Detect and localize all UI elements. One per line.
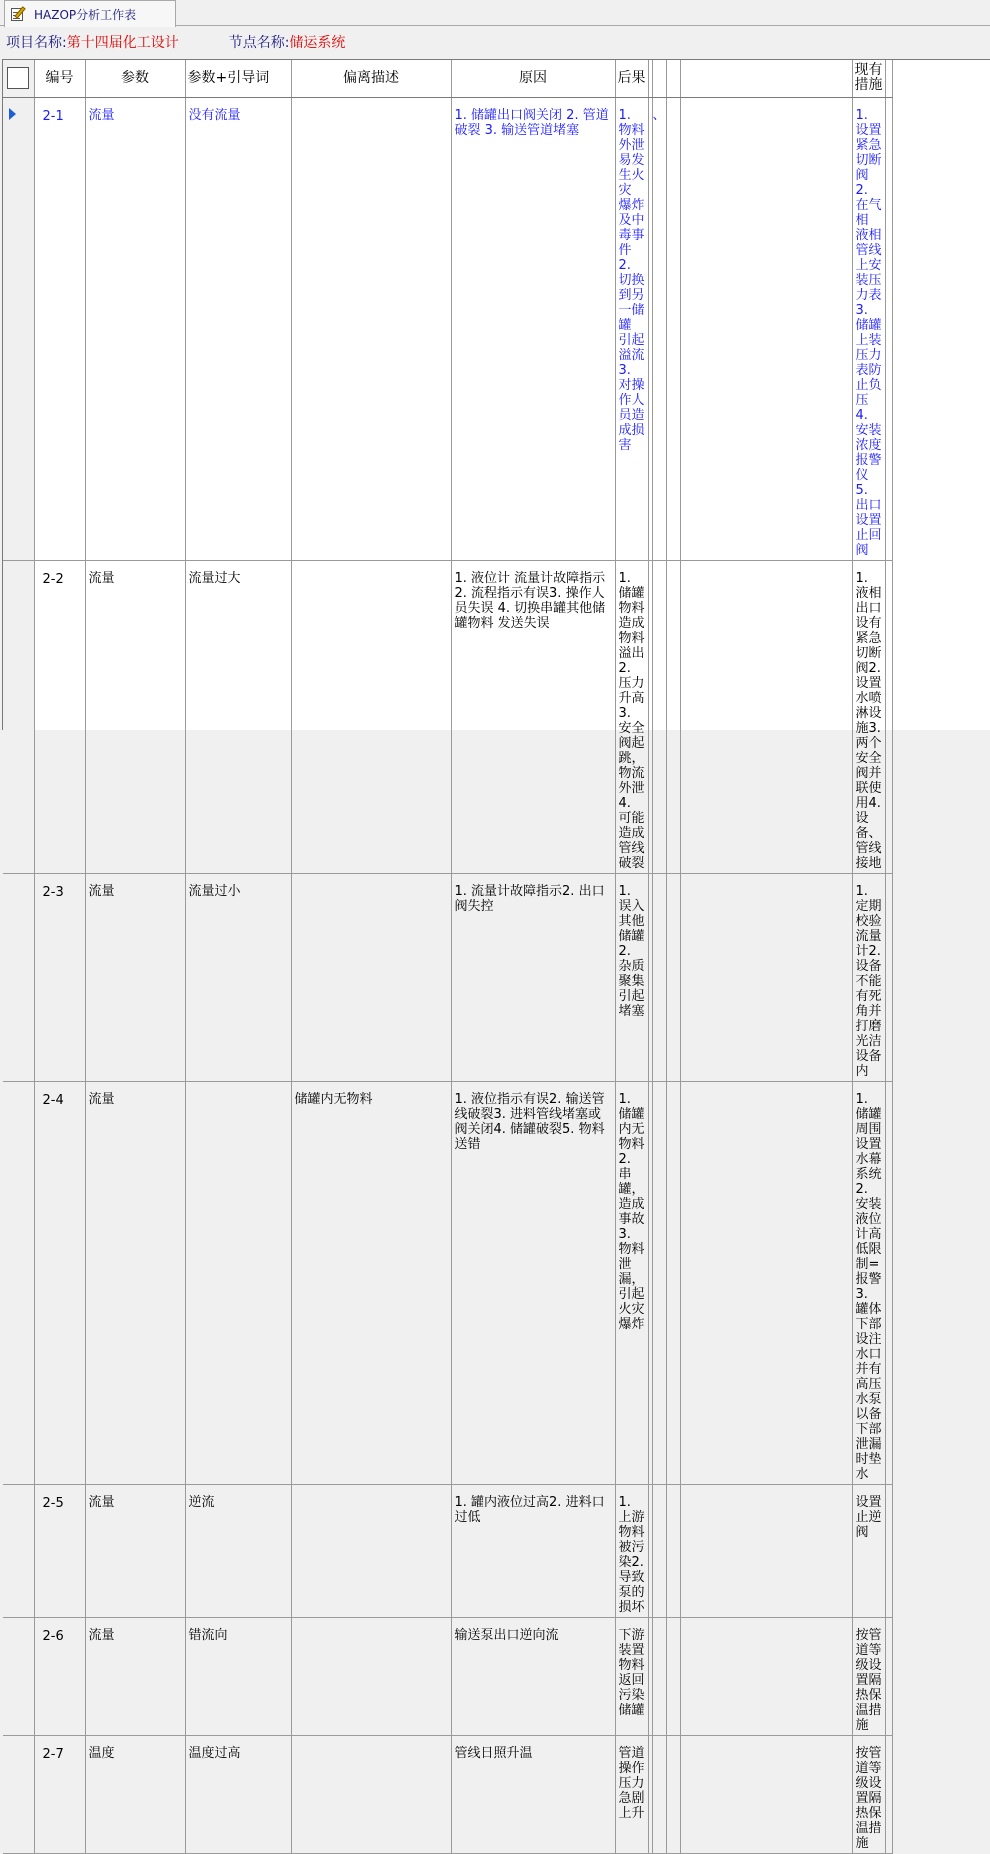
table-row[interactable] (3, 1081, 892, 1484)
cell-narrow-3[interactable] (680, 1735, 852, 1853)
col-header-filler (885, 60, 892, 97)
row-selector[interactable] (3, 873, 34, 1081)
row-selector[interactable] (3, 1735, 34, 1853)
cell-measure[interactable]: 设置止逆阀 (852, 1484, 885, 1617)
cell-narrow-2[interactable] (666, 1081, 680, 1484)
cell-narrow-3[interactable] (680, 560, 852, 873)
cell-extra[interactable] (652, 1484, 666, 1617)
cell-guide[interactable]: 流量过小 (185, 873, 291, 1081)
node-label: 节点名称: (228, 35, 290, 51)
cell-deviation[interactable] (291, 1617, 451, 1735)
hazop-table (3, 60, 893, 1854)
cell-extra[interactable] (652, 1617, 666, 1735)
cell-param[interactable]: 温度 (85, 1735, 185, 1853)
cell-filler (885, 873, 892, 1081)
cell-measure[interactable]: 1. 储罐周围设置水幕系统2. 安装液位计高低限制=报警3. 罐体下部设注水口 并有高压水泵以备下部泄漏时垫水 (852, 1081, 885, 1484)
cell-deviation[interactable]: 储罐内无物料 (291, 1081, 451, 1484)
cell-consequence[interactable]: 下游装置物料返回污染储罐 (615, 1617, 648, 1735)
cell-param[interactable]: 流量 (85, 873, 185, 1081)
cell-code[interactable]: 2-3 (34, 873, 85, 1081)
cell-narrow-3[interactable] (680, 1081, 852, 1484)
cell-cause[interactable]: 1. 液位计 流量计故障指示2. 流程指示有误3. 操作人员失误 4. 切换串罐其他储罐物料 发送失误 (451, 560, 615, 873)
cell-narrow-3[interactable] (680, 1617, 852, 1735)
cell-consequence[interactable]: 1. 上游物料被污染2. 导致泵的损坏 (615, 1484, 648, 1617)
cell-narrow-3[interactable] (680, 97, 852, 560)
cell-deviation[interactable] (291, 560, 451, 873)
hazop-grid[interactable] (2, 59, 990, 1851)
col-header-extra[interactable] (652, 60, 666, 97)
col-header-code[interactable]: 编号 (34, 60, 85, 97)
tab-label: HAZOP分析工作表 (34, 7, 137, 22)
cell-filler (885, 1081, 892, 1484)
cell-code[interactable]: 2-1 (34, 97, 85, 560)
cell-cause[interactable]: 1. 流量计故障指示2. 出口阀失控 (451, 873, 615, 1081)
cell-extra[interactable] (652, 1081, 666, 1484)
cell-code[interactable]: 2-4 (34, 1081, 85, 1484)
table-row[interactable] (3, 560, 892, 873)
table-row[interactable] (3, 873, 892, 1081)
cell-extra[interactable] (652, 1735, 666, 1853)
col-header-narrow-2[interactable] (666, 60, 680, 97)
cell-filler (885, 1735, 892, 1853)
cell-deviation[interactable] (291, 1735, 451, 1853)
table-row[interactable] (3, 1735, 892, 1853)
cell-deviation[interactable] (291, 873, 451, 1081)
tab-strip (0, 0, 990, 26)
select-all-corner[interactable] (3, 60, 34, 97)
cell-measure[interactable]: 1. 液相出口设有紧急切断阀2. 设置水喷淋设施3. 两个安全阀并联使用4. 设备、管线接地 (852, 560, 885, 873)
project-value: 第十四届化工设计 (66, 35, 179, 51)
col-header-measure[interactable]: 现有措施 (852, 60, 885, 97)
cell-param[interactable]: 流量 (85, 560, 185, 873)
cell-consequence[interactable]: 1. 误入其他储罐2. 杂质聚集引起堵塞 (615, 873, 648, 1081)
cell-measure[interactable]: 按管道等级设置隔热保温措施 (852, 1735, 885, 1853)
header-row (3, 60, 892, 97)
cell-measure[interactable]: 1. 定期校验流量计2. 设备不能有死角并打磨光洁设备内 (852, 873, 885, 1081)
project-label: 项目名称: (6, 35, 67, 51)
cell-consequence[interactable]: 1. 物料外泄 易发生火灾 爆炸及中毒事件 2. 切换到另一储罐 引起溢流 3. 对操作人员造成损害 (615, 97, 648, 560)
cell-param[interactable]: 流量 (85, 1484, 185, 1617)
col-header-guide[interactable]: 参数+引导词 (185, 60, 291, 97)
cell-filler (885, 97, 892, 560)
cell-extra[interactable]: 、 (652, 97, 666, 560)
cell-consequence[interactable]: 管道操作压力急剧上升 (615, 1735, 648, 1853)
node-value: 储运系统 (289, 35, 346, 51)
cell-param[interactable]: 流量 (85, 1081, 185, 1484)
cell-cause[interactable]: 管线日照升温 (451, 1735, 615, 1853)
cell-guide[interactable]: 逆流 (185, 1484, 291, 1617)
cell-narrow-2[interactable] (666, 1735, 680, 1853)
cell-narrow-2[interactable] (666, 1617, 680, 1735)
row-selector[interactable] (3, 560, 34, 873)
cell-cause[interactable]: 输送泵出口逆向流 (451, 1617, 615, 1735)
cell-param[interactable]: 流量 (85, 1617, 185, 1735)
col-header-cause[interactable]: 原因 (451, 60, 615, 97)
col-header-consequence[interactable]: 后果 (615, 60, 648, 97)
cell-param[interactable]: 流量 (85, 97, 185, 560)
cell-cause[interactable]: 1. 罐内液位过高2. 进料口过低 (451, 1484, 615, 1617)
cell-filler (885, 1617, 892, 1735)
cell-extra[interactable] (652, 560, 666, 873)
cell-guide[interactable]: 流量过大 (185, 560, 291, 873)
cell-measure[interactable]: 按管道等级设置隔热保温措施 (852, 1617, 885, 1735)
cell-narrow-2[interactable] (666, 873, 680, 1081)
cell-cause[interactable]: 1. 液位指示有误2. 输送管线破裂3. 进料管线堵塞或阀关闭4. 储罐破裂5. 物料送错 (451, 1081, 615, 1484)
cell-guide[interactable]: 温度过高 (185, 1735, 291, 1853)
cell-cause[interactable]: 1. 储罐出口阀关闭 2. 管道破裂 3. 输送管道堵塞 (451, 97, 615, 560)
col-header-narrow-3[interactable] (680, 60, 852, 97)
cell-measure[interactable]: 1. 设置紧急切断阀 2. 在气相 液相 管线上安装压力表 3. 储罐上装压力表防止负压 4. 安装浓度报警仪 5. 出口设置止回阀 (852, 97, 885, 560)
table-row[interactable] (3, 97, 892, 560)
col-header-param[interactable]: 参数 (85, 60, 185, 97)
row-selector[interactable] (3, 1081, 34, 1484)
cell-deviation[interactable] (291, 97, 451, 560)
cell-code[interactable]: 2-2 (34, 560, 85, 873)
table-row[interactable] (3, 1484, 892, 1617)
tab-hazop-worksheet[interactable] (4, 0, 176, 27)
cell-filler (885, 560, 892, 873)
cell-code[interactable]: 2-5 (34, 1484, 85, 1617)
cell-guide[interactable] (185, 1081, 291, 1484)
table-row[interactable] (3, 1617, 892, 1735)
cell-narrow-3[interactable] (680, 1484, 852, 1617)
cell-code[interactable]: 2-7 (34, 1735, 85, 1853)
cell-guide[interactable]: 没有流量 (185, 97, 291, 560)
cell-code[interactable]: 2-6 (34, 1617, 85, 1735)
row-selector[interactable] (3, 1484, 34, 1617)
edit-sheet-icon (11, 6, 28, 22)
cell-deviation[interactable] (291, 1484, 451, 1617)
current-row-arrow-icon (9, 108, 16, 120)
row-selector[interactable] (3, 1617, 34, 1735)
cell-narrow-2[interactable] (666, 560, 680, 873)
row-selector[interactable] (3, 97, 34, 560)
cell-consequence[interactable]: 1. 储罐内无物料2. 串罐，造成事故3. 物料泄漏，引起火灾爆炸 (615, 1081, 648, 1484)
cell-guide[interactable]: 错流向 (185, 1617, 291, 1735)
cell-consequence[interactable]: 1. 储罐物料造成物料溢出 2. 压力升高3. 安全阀起跳，物流外泄4. 可能造成管线破裂 (615, 560, 648, 873)
cell-narrow-3[interactable] (680, 873, 852, 1081)
cell-extra[interactable] (652, 873, 666, 1081)
cell-narrow-2[interactable] (666, 97, 680, 560)
info-bar (0, 27, 990, 57)
cell-filler (885, 1484, 892, 1617)
cell-narrow-2[interactable] (666, 1484, 680, 1617)
col-header-deviation[interactable]: 偏离描述 (291, 60, 451, 97)
